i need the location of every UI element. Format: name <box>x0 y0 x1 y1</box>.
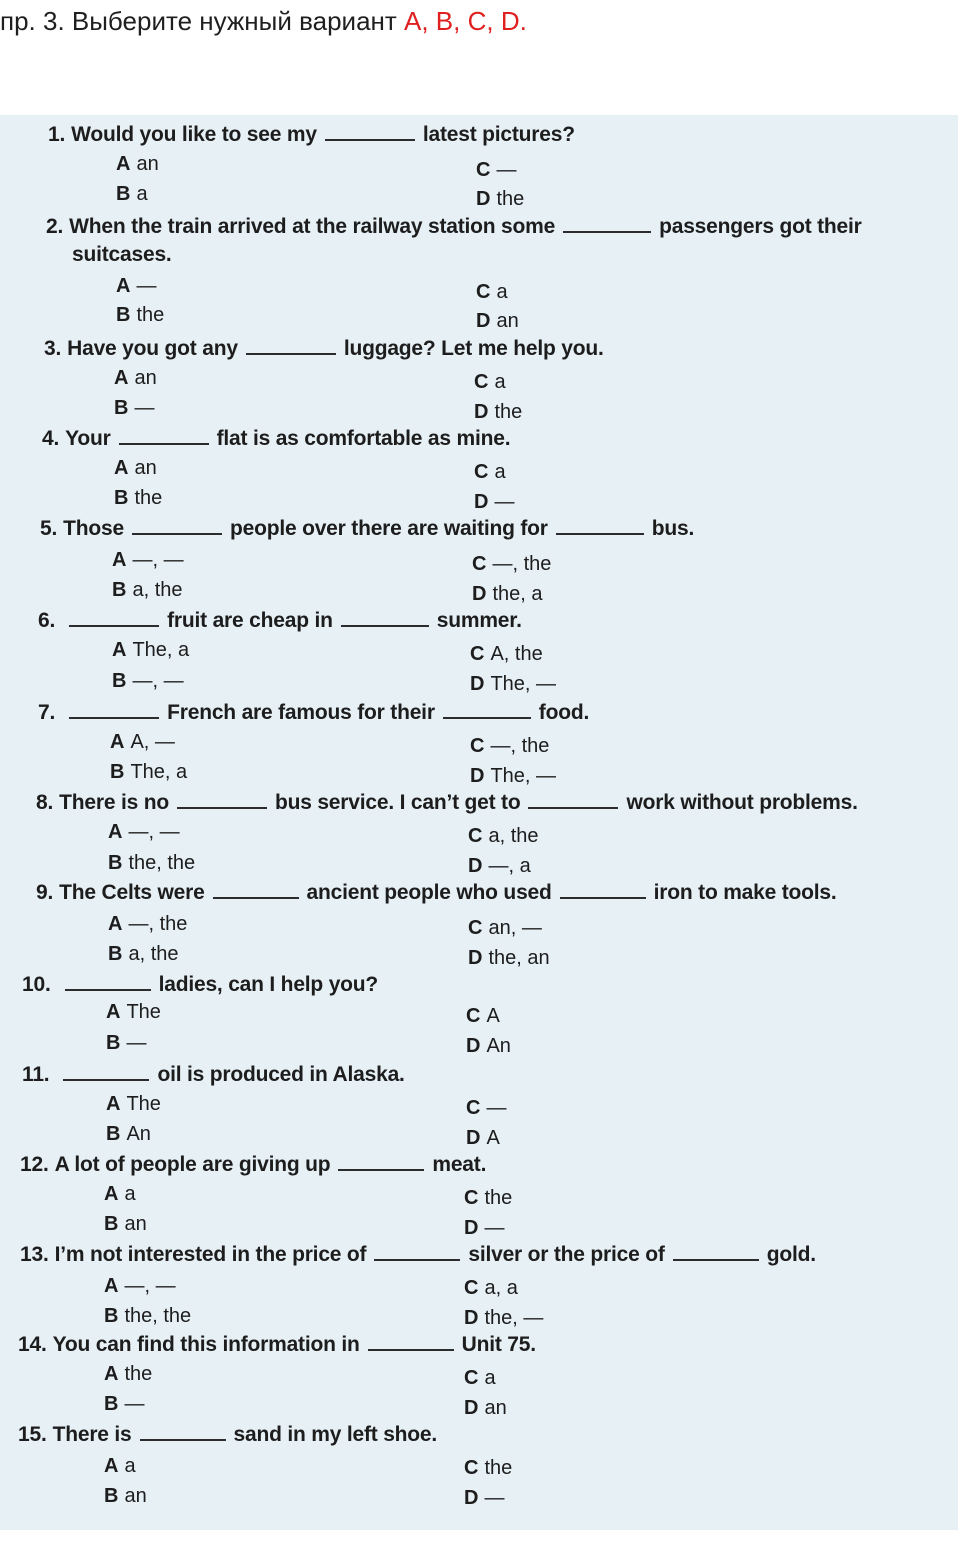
answer-blank <box>341 609 429 627</box>
question-2-continued: suitcases. <box>72 243 172 266</box>
option-a: A a <box>104 1183 136 1205</box>
option-c: C a <box>476 281 508 303</box>
answer-blank <box>132 517 222 535</box>
answer-blank <box>63 1063 149 1081</box>
option-a: A — <box>116 275 157 297</box>
option-c: C the <box>464 1457 513 1479</box>
answer-blank <box>246 337 336 355</box>
question-11: 11. oil is produced in Alaska. <box>22 1063 405 1086</box>
answer-blank <box>325 123 415 141</box>
option-d: D The, — <box>470 673 557 695</box>
option-c: C A, the <box>470 643 543 665</box>
option-b: B an <box>104 1213 147 1235</box>
option-d: D — <box>474 491 515 513</box>
option-d: D An <box>466 1035 511 1057</box>
option-d: D — <box>464 1487 505 1509</box>
option-c: C — <box>476 159 517 181</box>
option-a: A —, — <box>104 1275 176 1297</box>
option-d: D the, a <box>472 583 543 605</box>
answer-blank <box>368 1333 454 1351</box>
option-d: D an <box>476 310 519 332</box>
option-a: A The <box>106 1001 161 1023</box>
option-b: B a <box>116 183 148 205</box>
exercise-page <box>0 115 958 1530</box>
option-b: B the, the <box>104 1305 192 1327</box>
option-c: C — <box>466 1097 507 1119</box>
option-a: A The <box>106 1093 161 1115</box>
answer-blank <box>140 1423 226 1441</box>
option-c: C a, the <box>468 825 539 847</box>
option-a: A A, — <box>110 731 175 753</box>
task-title-variants: A, B, C, D. <box>404 6 527 36</box>
option-d: D — <box>464 1217 505 1239</box>
option-a: A —, — <box>112 549 184 571</box>
option-c: C —, the <box>472 553 552 575</box>
question-13: 13. I’m not interested in the price of silver or the price of gold. <box>20 1243 816 1266</box>
answer-blank <box>213 881 299 899</box>
question-10: 10. ladies, can I help you? <box>22 973 379 996</box>
answer-blank <box>338 1153 424 1171</box>
option-b: B — <box>104 1393 145 1415</box>
question-7: 7. French are famous for their food. <box>38 701 590 724</box>
option-a: A The, a <box>112 639 190 661</box>
option-b: B — <box>106 1032 147 1054</box>
question-2: 2. When the train arrived at the railway station some passengers got their <box>46 215 862 238</box>
task-title <box>0 6 527 37</box>
answer-blank <box>443 701 531 719</box>
question-12: 12. A lot of people are giving up meat. <box>20 1153 487 1176</box>
answer-blank <box>673 1243 759 1261</box>
question-3: 3. Have you got any luggage? Let me help you. <box>44 337 604 360</box>
option-b: B a, the <box>108 943 179 965</box>
option-c: C A <box>466 1005 500 1027</box>
option-c: C the <box>464 1187 513 1209</box>
option-d: D the <box>474 401 523 423</box>
option-d: D A <box>466 1127 500 1149</box>
option-a: A —, the <box>108 913 188 935</box>
question-1: 1. Would you like to see my latest pictures? <box>48 123 575 146</box>
option-b: B The, a <box>110 761 188 783</box>
option-b: B the <box>114 487 163 509</box>
option-a: A an <box>114 457 157 479</box>
question-6: 6. fruit are cheap in summer. <box>38 609 522 632</box>
question-15: 15. There is sand in my left shoe. <box>18 1423 438 1446</box>
option-d: D the <box>476 188 525 210</box>
option-c: C a <box>474 461 506 483</box>
option-d: D —, a <box>468 855 531 877</box>
answer-blank <box>69 701 159 719</box>
question-14: 14. You can find this information in Unit 75. <box>18 1333 536 1356</box>
option-a: A the <box>104 1363 153 1385</box>
question-4: 4. Your flat is as comfortable as mine. <box>42 427 511 450</box>
option-b: B a, the <box>112 579 183 601</box>
option-b: B —, — <box>112 670 184 692</box>
option-c: C a, a <box>464 1277 518 1299</box>
option-a: A —, — <box>108 821 180 843</box>
question-5: 5. Those people over there are waiting for bus. <box>40 517 695 540</box>
option-b: B an <box>104 1485 147 1507</box>
option-d: D The, — <box>470 765 557 787</box>
answer-blank <box>119 427 209 445</box>
option-d: D the, an <box>468 947 550 969</box>
option-b: B the <box>116 304 165 326</box>
answer-blank <box>177 791 267 809</box>
answer-blank <box>69 609 159 627</box>
option-d: D the, — <box>464 1307 544 1329</box>
option-c: C a <box>464 1367 496 1389</box>
option-a: A an <box>116 153 159 175</box>
option-a: A an <box>114 367 157 389</box>
option-b: B An <box>106 1123 151 1145</box>
option-c: C an, — <box>468 917 542 939</box>
option-c: C —, the <box>470 735 550 757</box>
answer-blank <box>560 881 646 899</box>
option-d: D an <box>464 1397 507 1419</box>
answer-blank <box>556 517 644 535</box>
task-title-text: пр. 3. Выберите нужный вариант <box>0 6 405 36</box>
answer-blank <box>65 973 151 991</box>
answer-blank <box>528 791 618 809</box>
answer-blank <box>563 215 651 233</box>
option-b: B the, the <box>108 852 196 874</box>
question-9: 9. The Celts were ancient people who used iron to make tools. <box>36 881 837 904</box>
option-b: B — <box>114 397 155 419</box>
question-8: 8. There is no bus service. I can’t get to work without problems. <box>36 791 858 814</box>
task-header <box>0 0 968 60</box>
answer-blank <box>374 1243 460 1261</box>
option-c: C a <box>474 371 506 393</box>
option-a: A a <box>104 1455 136 1477</box>
